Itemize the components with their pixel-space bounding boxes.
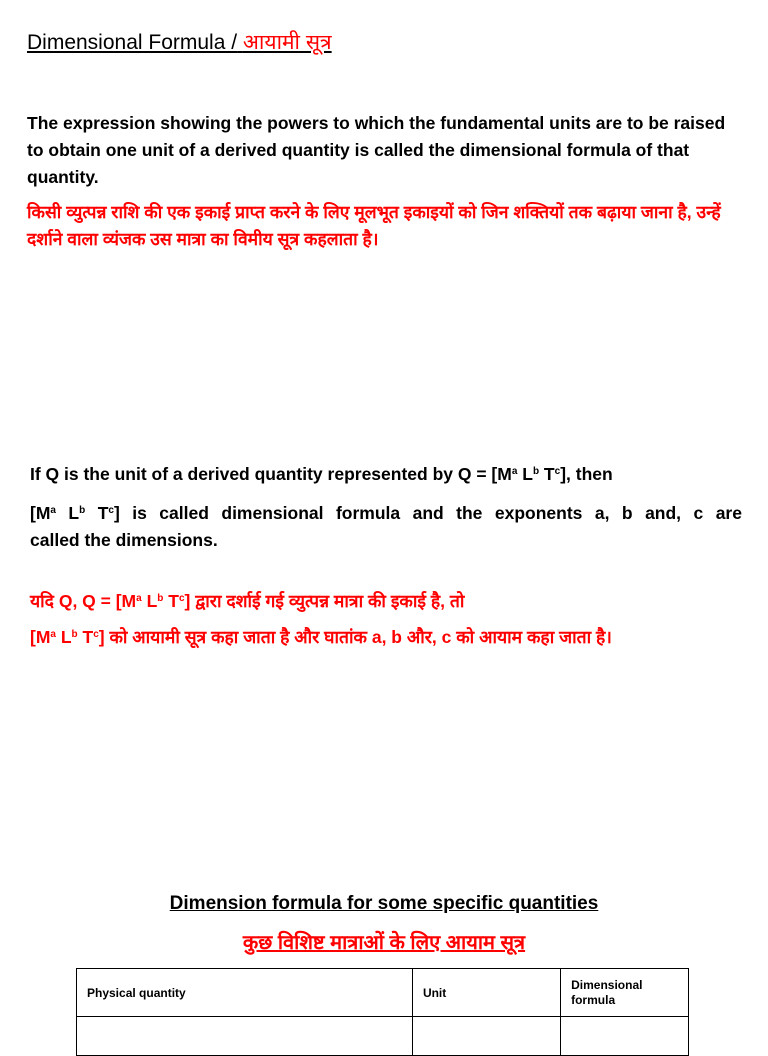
header-unit: Unit	[412, 969, 560, 1017]
explanation-hi-line2: [$M^a$ $L^b$ $T^c$] को आयामी सूत्र कहा जाता है और घातांक a, b और, c को आयाम कहा जाता है।	[30, 627, 612, 647]
table-header-row	[77, 969, 689, 1017]
explanation-english	[30, 458, 742, 554]
title-hindi: आयामी सूत्र	[242, 31, 332, 54]
section-heading-hindi: कुछ विशिष्ट मात्राओं के लिए आयाम सूत्र	[242, 932, 526, 954]
header-dimensional-formula: Dimensional formula	[561, 969, 689, 1017]
explanation-hindi	[30, 582, 750, 654]
definition-hindi: किसी व्युत्पन्न राशि की एक इकाई प्राप्त करने के लिए मूलभूत इकाइयों को जिन शक्तियों तक बढ़ाया जाना है, उन्हें दर्शाने वाला व्यंजक उस मात्रा का विमीय सूत्र कहलाता है।	[27, 202, 721, 249]
explanation-en-line3: called the dimensions.	[30, 530, 218, 550]
header-physical-quantity: Physical quantity	[77, 969, 413, 1017]
explanation-hi-line1: यदि Q, $Q = [M^a$ $L^b$ $T^c$] द्वारा दर्शाई गई व्युत्पन्न मात्रा की इकाई है, तो	[30, 591, 465, 611]
dimension-table	[76, 968, 689, 1056]
title-english: Dimensional Formula /	[27, 31, 238, 54]
section-heading-english: Dimension formula for some specific quantities	[169, 893, 599, 914]
explanation-en-line1: If Q is the unit of a derived quantity represented by $Q = [M^a$ $L^b$ $T^c$], then	[30, 464, 613, 484]
page-title	[27, 28, 332, 56]
explanation-en-line2: [$M^a$ $L^b$ $T^c$] is called dimensional formula and the exponents a, b and, c are	[30, 503, 742, 523]
definition-english: The expression showing the powers to which the fundamental units are to be raised to obtain one unit of a derived quantity is called the dimensional formula of that quantity.	[27, 113, 726, 187]
table-row	[77, 1017, 689, 1056]
